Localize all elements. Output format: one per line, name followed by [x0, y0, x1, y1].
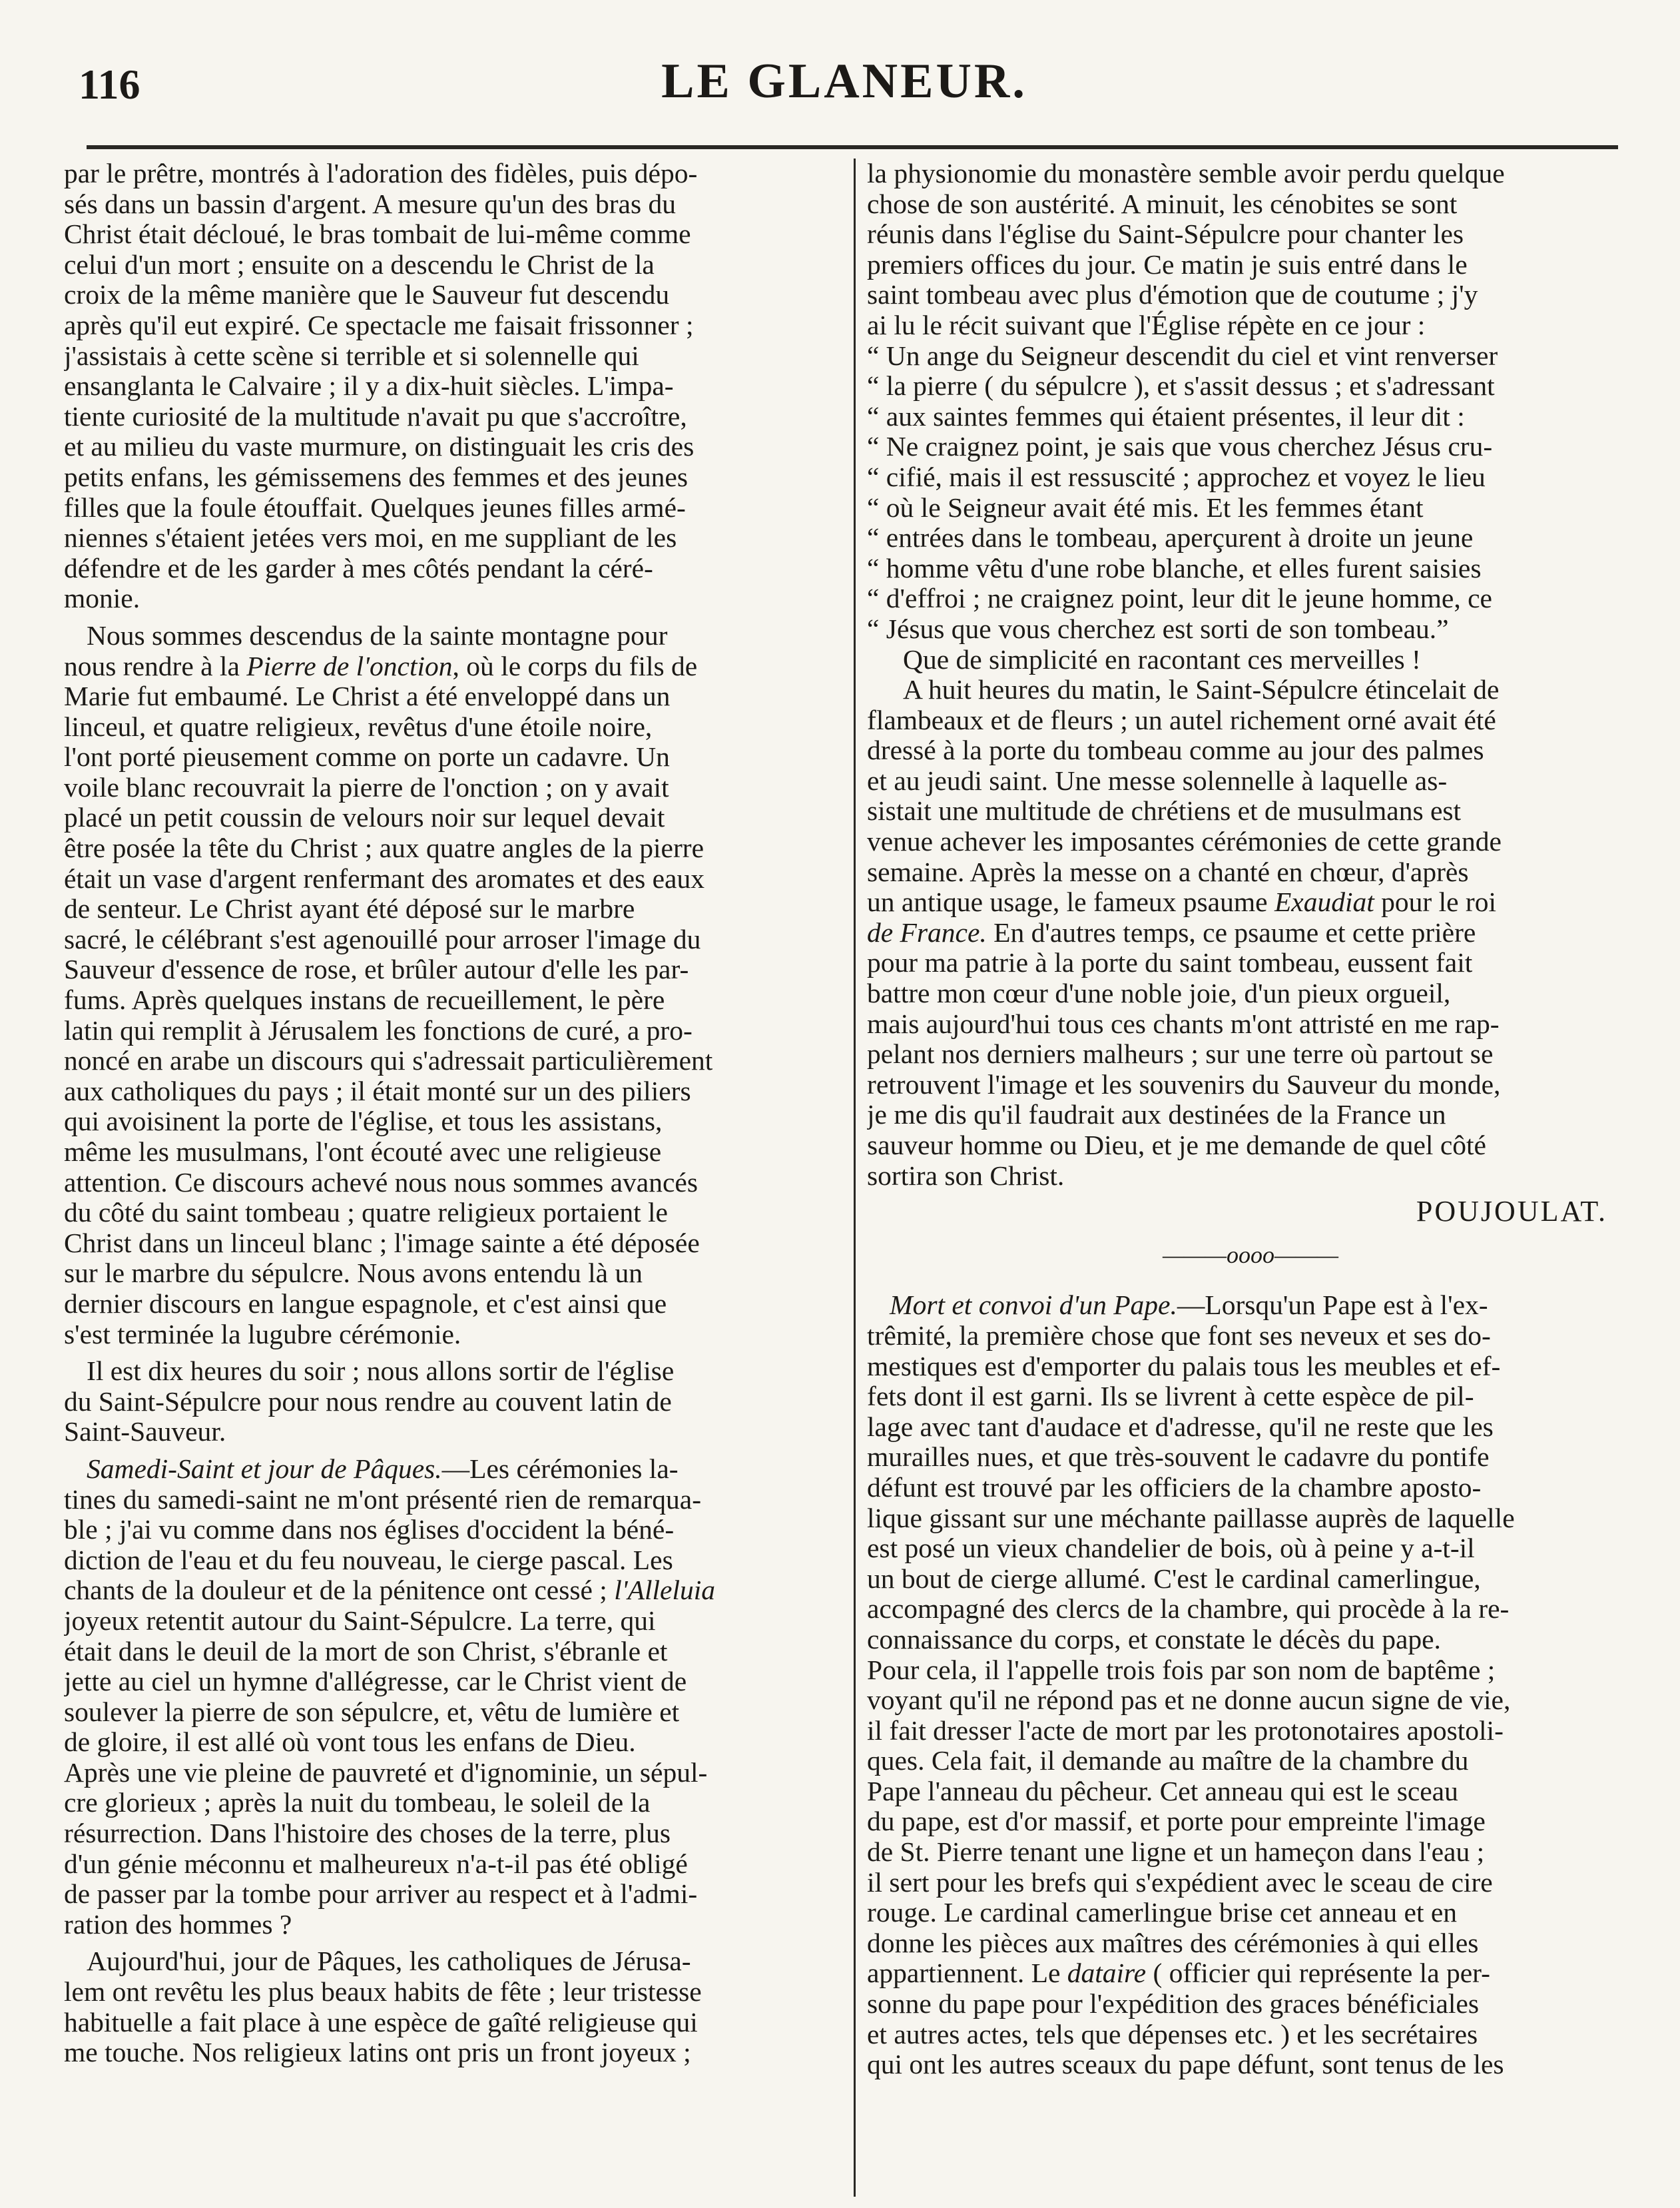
text-line [867, 1655, 1634, 1686]
text-run: , où le corps du fils de [452, 651, 698, 681]
text-run: être posée la tête du Christ ; aux quatre angles de la pierre [64, 833, 704, 864]
text-line [64, 773, 831, 803]
text-line [64, 1788, 831, 1818]
text-run: Saint-Sauveur. [64, 1417, 226, 1447]
text-run: Nous sommes descendus de la sainte montagne pour [87, 620, 668, 651]
text-run: sés dans un bassin d'argent. A mesure qu'un des bras du [64, 188, 676, 219]
text-run: ques. Cela fait, il demande au maître de la chambre du [867, 1746, 1469, 1776]
text-line [867, 796, 1634, 827]
text-run: tines du samedi-saint ne m'ont présenté rien de remarqua- [64, 1484, 702, 1515]
text-run: attention. Ce discours achevé nous nous sommes avancés [64, 1167, 698, 1198]
text-run: chose de son austérité. A minuit, les cénobites se sont [867, 188, 1458, 219]
text-run: Marie fut embaumé. Le Christ a été enveloppé dans un [64, 681, 671, 712]
text-run: “ aux saintes femmes qui étaient présentes, il leur dit : [867, 401, 1465, 432]
text-line [867, 614, 1634, 645]
text-line [64, 1910, 831, 1940]
text-line [64, 310, 831, 341]
text-line [64, 1258, 831, 1289]
text-run: du pape, est d'or massif, et porte pour empreinte l'image [867, 1806, 1486, 1837]
text-line [64, 1575, 831, 1606]
text-line [64, 864, 831, 895]
text-line [867, 1776, 1634, 1807]
text-line [867, 827, 1634, 857]
text-run: semaine. Après la messe on a chanté en chœur, d'après [867, 857, 1469, 887]
text-run: je me dis qu'il faudrait aux destinées de la France un [867, 1100, 1446, 1130]
text-line [867, 1039, 1634, 1070]
italic-run: Exaudiat [1274, 887, 1374, 918]
text-line [64, 1697, 831, 1728]
text-run: latin qui remplit à Jérusalem les fonctions de curé, a pro- [64, 1015, 693, 1046]
text-run: sauveur homme ou Dieu, et je me demande de quel côté [867, 1130, 1486, 1160]
text-run: A huit heures du matin, le Saint-Sépulcre étincelait de [903, 675, 1500, 705]
text-line [64, 1417, 831, 1447]
text-run: défendre et de les garder à mes côtés pendant la céré- [64, 553, 653, 583]
text-run: “ cifié, mais il est ressuscité ; approchez et voyez le lieu [867, 462, 1486, 492]
text-run: était un vase d'argent renfermant des aromates et des eaux [64, 863, 704, 894]
text-run: ensanglanta le Calvaire ; il y a dix-huit siècles. L'impa- [64, 371, 674, 402]
text-line [867, 948, 1634, 978]
text-line [64, 803, 831, 833]
text-line [867, 2020, 1634, 2050]
text-run: de senteur. Le Christ ayant été déposé sur le marbre [64, 894, 635, 924]
text-line [867, 553, 1634, 584]
text-line [64, 280, 831, 310]
text-run: “ Ne craignez point, je sais que vous cherchez Jésus cru- [867, 432, 1493, 462]
text-line [64, 1849, 831, 1880]
author-signature: POUJOULAT. [1416, 1195, 1607, 1228]
text-line [867, 887, 1634, 918]
text-line [867, 462, 1634, 493]
text-run: il sert pour les brefs qui s'expédient avec le sceau de cire [867, 1867, 1493, 1898]
text-run: En d'autres temps, ce psaume et cette prière [986, 917, 1476, 948]
text-line [867, 432, 1634, 462]
text-line [64, 2008, 831, 2038]
text-run: linceul, et quatre religieux, revêtus d'une étoile noire, [64, 711, 653, 742]
text-run: l'ont porté pieusement comme on porte un cadavre. Un [64, 742, 670, 773]
text-run: sortira son Christ. [867, 1160, 1065, 1191]
text-line [867, 1381, 1634, 1412]
text-run: fums. Après quelques instans de recueillement, le père [64, 985, 665, 1016]
text-run: cre glorieux ; après la nuit du tombeau, le soleil de la [64, 1788, 651, 1818]
text-run: murailles nues, et que très-souvent le cadavre du pontife [867, 1442, 1490, 1473]
text-run: Christ dans un linceul blanc ; l'image sainte a été déposée [64, 1228, 700, 1258]
text-line [867, 1321, 1634, 1351]
text-run: chants de la douleur et de la pénitence ont cessé ; [64, 1575, 615, 1606]
text-run: sistait une multitude de chrétiens et de musulmans est [867, 796, 1462, 827]
text-line [867, 402, 1634, 432]
text-run: de passer par la tombe pour arriver au respect et à l'admi- [64, 1879, 698, 1910]
text-line [64, 523, 831, 553]
text-run: tiente curiosité de la multitude n'avait pu que s'accroître, [64, 401, 687, 432]
text-run: mestiques est d'emporter du palais tous les meubles et ef- [867, 1351, 1501, 1381]
text-line [867, 1503, 1634, 1534]
text-line [64, 1137, 831, 1168]
journal-title: LE GLANEUR. [661, 54, 1027, 109]
text-run: lage avec tant d'audace et d'adresse, qu'il ne reste que les [867, 1411, 1494, 1442]
text-run: pelant nos derniers malheurs ; sur une terre où partout se [867, 1039, 1494, 1070]
text-line [867, 189, 1634, 220]
text-line [64, 1046, 831, 1076]
left-column [64, 159, 831, 2197]
text-run: est posé un vieux chandelier de bois, où à peine y a-t-il [867, 1533, 1475, 1564]
text-line [867, 159, 1634, 189]
text-line [64, 742, 831, 773]
text-line [64, 402, 831, 432]
text-line [867, 918, 1634, 948]
text-run: ble ; j'ai vu comme dans nos églises d'occident la béné- [64, 1515, 675, 1545]
text-line [64, 553, 831, 584]
text-line [64, 621, 831, 651]
text-run: premiers offices du jour. Ce matin je suis entré dans le [867, 249, 1468, 280]
text-run: un antique usage, le fameux psaume [867, 887, 1274, 918]
article-death-of-pope [867, 1290, 1634, 2079]
text-run: retrouvent l'image et les souvenirs du Sauveur du monde, [867, 1069, 1501, 1100]
article-pentecost-continued [867, 159, 1634, 1191]
text-line [867, 371, 1634, 402]
text-run: accompagné des clercs de la chambre, qui procède à la re- [867, 1594, 1510, 1625]
text-line [64, 833, 831, 864]
text-line [64, 1727, 831, 1758]
text-line [867, 1533, 1634, 1564]
italic-run: l'Alleluia [614, 1575, 716, 1606]
text-line [867, 1868, 1634, 1898]
text-run: il fait dresser l'acte de mort par les protonotaires apostoli- [867, 1715, 1504, 1746]
text-run: battre mon cœur d'une noble joie, d'un pieux orgueil, [867, 978, 1451, 1009]
text-run: “ Jésus que vous cherchez est sorti de son tombeau.” [867, 613, 1449, 644]
text-run: croix de la même manière que le Sauveur fut descendu [64, 280, 670, 310]
italic-run: de France. [867, 917, 987, 948]
text-run: ai lu le récit suivant que l'Église répète en ce jour : [867, 310, 1426, 340]
text-run: rouge. Le cardinal camerlingue brise cet anneau et en [867, 1898, 1458, 1928]
text-run: la physionomie du monastère semble avoir perdu quelque [867, 159, 1505, 188]
text-run: “ la pierre ( du sépulcre ), et s'assit dessus ; et s'adressant [867, 371, 1495, 402]
text-line [867, 1070, 1634, 1100]
text-line [867, 705, 1634, 736]
text-run: un bout de cierge allumé. C'est le cardinal camerlingue, [867, 1563, 1481, 1594]
text-line [64, 1168, 831, 1198]
text-line [64, 985, 831, 1016]
text-line [64, 2037, 831, 2068]
text-line [867, 250, 1634, 280]
text-run: et au milieu du vaste murmure, on distinguait les cris des [64, 432, 695, 462]
text-line [867, 310, 1634, 341]
text-run: défunt est trouvé par les officiers de la chambre aposto- [867, 1472, 1482, 1503]
text-line [867, 1442, 1634, 1473]
text-run: voyant qu'il ne répond pas et ne donne aucun signe de vie, [867, 1685, 1511, 1716]
page-number: 116 [79, 61, 140, 108]
text-line [867, 341, 1634, 372]
text-line [64, 712, 831, 743]
text-run: filles que la foule étouffait. Quelques jeunes filles armé- [64, 492, 686, 523]
text-line [867, 1806, 1634, 1837]
text-run: résurrection. Dans l'histoire des choses de la terre, plus [64, 1818, 671, 1849]
text-run: voile blanc recouvrait la pierre de l'onction ; on y avait [64, 772, 669, 803]
text-run: diction de l'eau et du feu nouveau, le cierge pascal. Les [64, 1545, 673, 1575]
text-line [64, 159, 831, 189]
text-line [64, 462, 831, 493]
text-run: du côté du saint tombeau ; quatre religieux portaient le [64, 1198, 668, 1228]
text-line [867, 1594, 1634, 1625]
text-line [64, 493, 831, 524]
text-line [867, 1290, 1634, 1321]
text-line [64, 1319, 831, 1350]
article-separator: ———oooo——— [1162, 1241, 1339, 1268]
text-line [64, 250, 831, 280]
text-line [867, 1351, 1634, 1382]
text-line [867, 1989, 1634, 2020]
text-line [867, 1473, 1634, 1503]
text-line [64, 1228, 831, 1259]
text-line [64, 583, 831, 614]
italic-run: dataire [1067, 1958, 1147, 1989]
text-line [867, 645, 1634, 675]
text-line [867, 1716, 1634, 1746]
text-run: placé un petit coussin de velours noir sur lequel devait [64, 803, 665, 833]
text-run: qui ont les autres sceaux du pape défunt, sont tenus de les [867, 2049, 1504, 2080]
text-run: Pape l'anneau du pêcheur. Cet anneau qui est le sceau [867, 1776, 1458, 1806]
text-run: nous rendre à la [64, 651, 247, 681]
text-run: d'un génie méconnu et malheureux n'a-t-il pas été obligé [64, 1848, 688, 1879]
text-run: Aujourd'hui, jour de Pâques, les catholiques de Jérusa- [87, 1946, 691, 1977]
text-line [867, 857, 1634, 888]
text-run: du Saint-Sépulcre pour nous rendre au couvent latin de [64, 1386, 672, 1417]
text-line [64, 651, 831, 682]
text-run: mais aujourd'hui tous ces chants m'ont attristé en me rap- [867, 1008, 1500, 1039]
text-line [64, 1946, 831, 1977]
text-run: Sauveur d'essence de rose, et brûler autour d'elle les par- [64, 954, 689, 985]
text-line [64, 1289, 831, 1319]
text-run: s'est terminée la lugubre cérémonie. [64, 1319, 461, 1349]
text-line [64, 341, 831, 372]
text-line [867, 1837, 1634, 1868]
text-run: connaissance du corps, et constate le décès du pape. [867, 1624, 1441, 1655]
text-run: petits enfans, les gémissemens des femmes et des jeunes [64, 462, 688, 492]
text-run: Pour cela, il l'appelle trois fois par son nom de baptême ; [867, 1655, 1496, 1685]
text-line [64, 894, 831, 924]
text-line [64, 1485, 831, 1515]
text-run: fets dont il est garni. Ils se livrent à cette espèce de pil- [867, 1381, 1474, 1412]
text-line [867, 1958, 1634, 1989]
text-line [867, 675, 1634, 705]
text-run: habituelle a fait place à une espèce de gaîté religieuse qui [64, 2007, 698, 2037]
text-run: —Les cérémonies la- [441, 1453, 679, 1484]
text-run: ration des hommes ? [64, 1909, 292, 1940]
text-run: sonne du pape pour l'expédition des graces bénéficiales [867, 1989, 1479, 2020]
text-run: pour le roi [1374, 887, 1497, 918]
text-line [867, 1130, 1634, 1161]
text-run: sacré, le célébrant s'est agenouillé pour arroser l'image du [64, 924, 701, 954]
text-line [867, 1161, 1634, 1192]
text-run: même les musulmans, l'ont écouté avec une religieuse [64, 1137, 662, 1167]
text-run: lem ont revêtu les plus beaux habits de fête ; leur tristesse [64, 1977, 702, 2008]
text-line [867, 1412, 1634, 1443]
text-run: “ entrées dans le tombeau, aperçurent à droite un jeune [867, 523, 1474, 553]
text-line [867, 280, 1634, 310]
text-line [64, 371, 831, 402]
text-line [867, 493, 1634, 524]
text-run: qui avoisinent la porte de l'église, et tous les assistans, [64, 1106, 663, 1137]
text-run: monie. [64, 583, 140, 614]
text-run: appartiennent. Le [867, 1958, 1067, 1989]
text-line [867, 1746, 1634, 1776]
text-line [867, 978, 1634, 1009]
text-line [64, 924, 831, 955]
text-line [64, 1076, 831, 1107]
text-line [64, 1387, 831, 1417]
text-line [64, 681, 831, 712]
text-run: niennes s'étaient jetées vers moi, en me suppliant de les [64, 523, 677, 553]
text-run: j'assistais à cette scène si terrible et si solennelle qui [64, 340, 639, 371]
text-line [64, 1758, 831, 1788]
text-line [64, 1454, 831, 1485]
text-line [64, 1356, 831, 1387]
text-run: venue achever les imposantes cérémonies de cette grande [867, 827, 1502, 857]
text-line [64, 1818, 831, 1849]
text-line [64, 1515, 831, 1545]
text-run: celui d'un mort ; ensuite on a descendu le Christ de la [64, 249, 655, 280]
text-run: Christ était décloué, le bras tombait de lui-même comme [64, 219, 691, 250]
text-line [64, 1606, 831, 1637]
text-line [867, 1564, 1634, 1595]
text-line [867, 1928, 1634, 1959]
text-run: me touche. Nos religieux latins ont pris un front joyeux ; [64, 2037, 691, 2068]
italic-run: Samedi-Saint et jour de Pâques. [87, 1453, 442, 1484]
text-line [64, 1545, 831, 1576]
text-run: et au jeudi saint. Une messe solennelle à laquelle as- [867, 765, 1448, 796]
text-run: Il est dix heures du soir ; nous allons sortir de l'église [87, 1356, 675, 1387]
text-run: de gloire, il est allé où vont tous les enfans de Dieu. [64, 1727, 636, 1758]
text-line [867, 1100, 1634, 1130]
text-line [64, 1198, 831, 1228]
text-line [867, 1898, 1634, 1928]
page-header [79, 53, 1610, 133]
text-run: noncé en arabe un discours qui s'adressait particulièrement [64, 1046, 713, 1076]
right-column [867, 159, 1634, 2197]
text-run: joyeux retentit autour du Saint-Sépulcre. La terre, qui [64, 1605, 656, 1636]
text-run: “ où le Seigneur avait été mis. Et les femmes étant [867, 492, 1424, 523]
text-line [64, 954, 831, 985]
text-line [64, 1666, 831, 1697]
text-run: “ d'effroi ; ne craignez point, leur dit le jeune homme, ce [867, 583, 1492, 614]
text-run: donne les pièces aux maîtres des cérémonies à qui elles [867, 1928, 1479, 1958]
text-line [64, 1016, 831, 1046]
text-line [867, 583, 1634, 614]
text-line [867, 735, 1634, 766]
text-line [867, 1625, 1634, 1655]
text-line [867, 219, 1634, 250]
text-run: saint tombeau avec plus d'émotion que de coutume ; j'y [867, 280, 1478, 310]
text-run: après qu'il eut expiré. Ce spectacle me faisait frissonner ; [64, 310, 694, 340]
text-line [867, 766, 1634, 797]
text-run: par le prêtre, montrés à l'adoration des fidèles, puis dépo- [64, 159, 698, 188]
text-line [64, 189, 831, 220]
text-line [64, 1977, 831, 2008]
text-run: sur le marbre du sépulcre. Nous avons entendu là un [64, 1258, 643, 1289]
text-run: ( officier qui représente la per- [1146, 1958, 1490, 1989]
header-rule [87, 145, 1618, 149]
text-run: —Lorsqu'un Pape est à l'ex- [1177, 1290, 1488, 1321]
text-run: “ Un ange du Seigneur descendit du ciel et vint renverser [867, 340, 1498, 371]
text-line [867, 2049, 1634, 2080]
column-divider [854, 159, 856, 2197]
text-run: soulever la pierre de son sépulcre, et, vêtu de lumière et [64, 1696, 680, 1727]
italic-run: Mort et convoi d'un Pape. [890, 1290, 1177, 1321]
text-line [64, 1637, 831, 1667]
text-run: et autres actes, tels que dépenses etc. ) et les secrétaires [867, 2019, 1478, 2049]
text-run: “ homme vêtu d'une robe blanche, et elles furent saisies [867, 553, 1482, 583]
text-line [64, 1106, 831, 1137]
text-line [64, 1879, 831, 1910]
text-run: jette au ciel un hymne d'allégresse, car le Christ vient de [64, 1666, 687, 1697]
text-run: aux catholiques du pays ; il était monté sur un des piliers [64, 1076, 691, 1106]
text-line [64, 432, 831, 462]
text-run: était dans le deuil de la mort de son Christ, s'ébranle et [64, 1636, 668, 1666]
text-run: dernier discours en langue espagnole, et c'est ainsi que [64, 1288, 667, 1319]
text-run: pour ma patrie à la porte du saint tombeau, eussent fait [867, 948, 1473, 978]
text-run: flambeaux et de fleurs ; un autel richement orné avait été [867, 705, 1496, 735]
text-run: trêmité, la première chose que font ses neveux et ses do- [867, 1320, 1491, 1351]
text-run: de St. Pierre tenant une ligne et un hameçon dans l'eau ; [867, 1837, 1485, 1868]
text-line [64, 219, 831, 250]
text-run: lique gissant sur une méchante paillasse auprès de laquelle [867, 1503, 1515, 1533]
text-line [867, 1685, 1634, 1716]
text-run: dressé à la porte du tombeau comme au jour des palmes [867, 735, 1484, 766]
italic-run: Pierre de l'onction [246, 651, 453, 681]
text-run: réunis dans l'église du Saint-Sépulcre pour chanter les [867, 219, 1464, 250]
text-run: Que de simplicité en racontant ces merveilles ! [903, 644, 1421, 675]
text-run: Après une vie pleine de pauvreté et d'ignominie, un sépul- [64, 1757, 708, 1788]
text-line [867, 1009, 1634, 1040]
text-line [867, 523, 1634, 553]
